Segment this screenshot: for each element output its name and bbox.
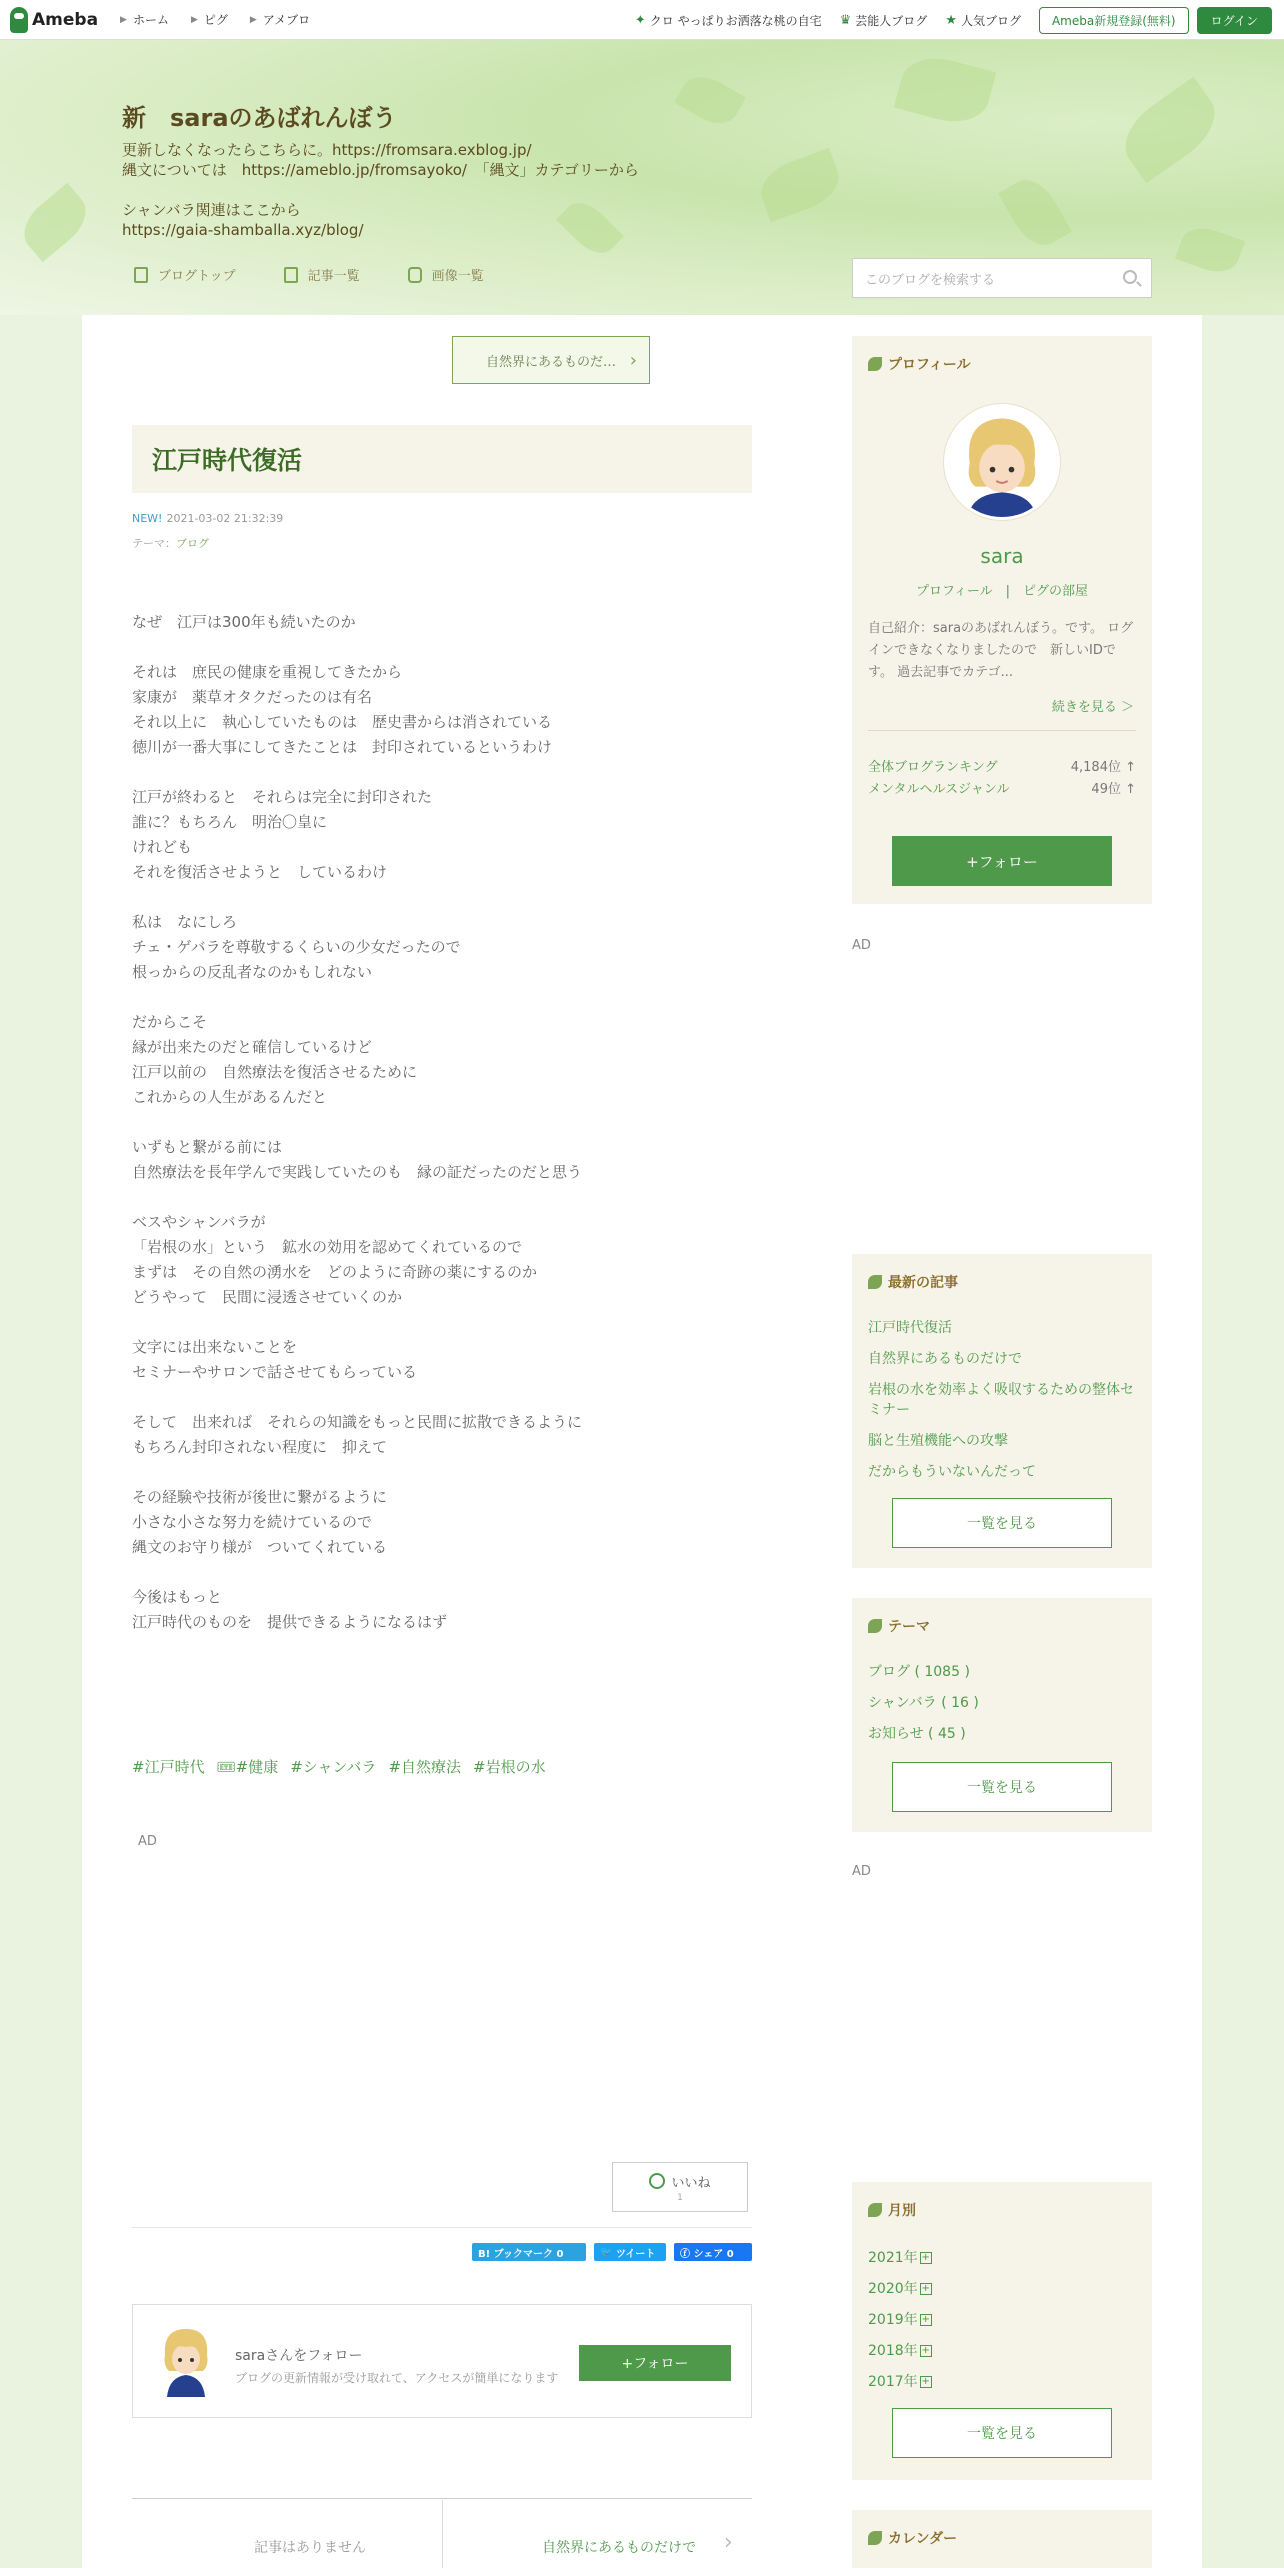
entry-date bbox=[132, 512, 283, 525]
calendar-heading bbox=[868, 2528, 957, 2548]
celebrity-blog-label: 芸能人ブログ bbox=[855, 13, 928, 28]
body-line: 私は なにしろ bbox=[132, 913, 238, 931]
rank-overall[interactable] bbox=[868, 756, 1136, 775]
body-line: 縄文のお守り様が ついてくれている bbox=[132, 1538, 388, 1556]
body-line: それを復活させようと しているわけ bbox=[132, 863, 388, 881]
divider bbox=[132, 2227, 752, 2228]
theme-link[interactable]: ブログ ( 1085 ) bbox=[868, 1664, 970, 1680]
nav-home-label: ホーム bbox=[132, 13, 169, 27]
body-line: そして 出来れば それらの知識をもっと民間に拡散できるように bbox=[132, 1413, 583, 1431]
article-list-label: 記事一覧 bbox=[307, 269, 360, 284]
monthly-all-button[interactable]: 一覧を見る bbox=[892, 2408, 1112, 2458]
tweet-button[interactable] bbox=[594, 2243, 666, 2261]
blog-nav bbox=[134, 265, 532, 284]
profile-name[interactable]: sara bbox=[980, 544, 1024, 568]
body-line: だからこそ bbox=[132, 1013, 208, 1031]
year-link[interactable] bbox=[868, 2279, 1138, 2299]
star-icon: ★ bbox=[945, 12, 957, 28]
profile-heading-label: プロフィール bbox=[888, 357, 971, 373]
monthly-heading-label: 月別 bbox=[888, 2203, 916, 2219]
twitter-icon: 🐦 bbox=[600, 2246, 613, 2258]
ad-label: AD bbox=[852, 938, 871, 953]
year-label: 2020年 bbox=[868, 2281, 918, 2297]
follow-box bbox=[132, 2304, 752, 2418]
calendar-heading-label: カレンダー bbox=[888, 2531, 958, 2547]
like-button[interactable] bbox=[612, 2162, 748, 2212]
like-count: 1 bbox=[677, 2192, 683, 2203]
year-label: 2021年 bbox=[868, 2250, 918, 2266]
ameba-logo-icon bbox=[10, 7, 28, 33]
header-promo-link[interactable] bbox=[635, 12, 822, 29]
chevron-right-icon: › bbox=[629, 349, 637, 371]
body-line bbox=[132, 885, 752, 910]
body-line: チェ・ゲバラを尊敬するくらいの少女だったので bbox=[132, 938, 461, 956]
leaf-icon bbox=[868, 2531, 882, 2545]
next-article-link[interactable]: 自然界にあるものだけで bbox=[542, 2540, 696, 2556]
follow-name: saraさんをフォロー bbox=[235, 2348, 363, 2364]
profile-intro: 自己紹介：saraのあばれんぼう。です。 ログインできなくなりましたので 新しいIDです。 過去記事でカテゴ... bbox=[868, 621, 1134, 680]
body-line bbox=[132, 635, 752, 660]
body-line: それは 庶民の健康を重視してきたから bbox=[132, 663, 403, 681]
profile-heading bbox=[868, 354, 971, 374]
body-line: 文字には出来ないことを bbox=[132, 1338, 298, 1356]
chevron-right-icon: ▶ bbox=[249, 14, 257, 25]
hashtag-link[interactable]: #シャンバラ bbox=[290, 1758, 377, 1776]
body-line bbox=[132, 1385, 752, 1410]
ad-label: AD bbox=[138, 1834, 157, 1849]
follow-description: ブログの更新情報が受け取れて、アクセスが簡単になります bbox=[235, 2371, 559, 2385]
search-icon[interactable] bbox=[1123, 270, 1137, 284]
nav-home[interactable] bbox=[120, 11, 169, 28]
article-list-link[interactable] bbox=[284, 265, 360, 284]
divider bbox=[442, 2500, 443, 2568]
themes-all-button[interactable]: 一覧を見る bbox=[892, 1762, 1112, 1812]
rank-value: 4,184位 ↑ bbox=[1070, 760, 1136, 775]
themes-heading-label: テーマ bbox=[888, 1619, 930, 1635]
entry-body bbox=[132, 610, 752, 1635]
body-line: ベスやシャンバラが bbox=[132, 1213, 266, 1231]
camera-icon bbox=[408, 267, 422, 283]
year-link[interactable] bbox=[868, 2310, 1138, 2330]
chevron-right-icon[interactable]: › bbox=[724, 2530, 733, 2555]
expand-icon[interactable]: + bbox=[921, 2314, 930, 2325]
body-line bbox=[132, 1310, 752, 1335]
entry-title[interactable]: 江戸時代復活 bbox=[152, 446, 303, 475]
body-line: 誰に？もちろん 明治〇皇に bbox=[132, 813, 328, 831]
celebrity-blog-link[interactable] bbox=[840, 12, 928, 29]
profile-links[interactable]: プロフィール | ピグの部屋 bbox=[915, 584, 1089, 599]
leaf-icon bbox=[868, 1275, 882, 1289]
body-line: もちろん封印されない程度に 抑えて bbox=[132, 1438, 388, 1456]
body-line: 自然療法を長年学んで実践していたのも 縁の証だったのだと思う bbox=[132, 1163, 583, 1181]
body-line: 江戸が終わると それらは完全に封印された bbox=[132, 788, 433, 806]
like-label: いいね bbox=[671, 2175, 711, 2191]
profile-avatar[interactable] bbox=[944, 404, 1060, 520]
image-list-label: 画像一覧 bbox=[431, 269, 484, 284]
body-line bbox=[132, 1110, 752, 1135]
year-label: 2018年 bbox=[868, 2343, 918, 2359]
register-button[interactable]: Ameba新規登録(無料) bbox=[1039, 7, 1189, 34]
brand-name: Ameba bbox=[32, 9, 99, 30]
recent-all-button[interactable]: 一覧を見る bbox=[892, 1498, 1112, 1548]
recent-heading bbox=[868, 1272, 958, 1292]
monthly-list bbox=[868, 2248, 1138, 2403]
rank-value: 49位 ↑ bbox=[1091, 782, 1136, 797]
body-line: 江戸以前の 自然療法を復活させるために bbox=[132, 1063, 418, 1081]
year-link[interactable] bbox=[868, 2372, 1138, 2392]
facebook-icon: ⓕ bbox=[680, 2248, 690, 2260]
body-line bbox=[132, 1560, 752, 1585]
monthly-heading bbox=[868, 2200, 916, 2220]
copy-icon bbox=[284, 267, 298, 283]
body-line: 小さな小さな努力を続けているので bbox=[132, 1513, 373, 1531]
blog-search-input[interactable] bbox=[852, 258, 1152, 298]
prev-article-none: 記事はありません bbox=[254, 2540, 366, 2556]
global-header bbox=[0, 0, 1284, 40]
body-line: 徳川が一番大事にしてきたことは 封印されているというわけ bbox=[132, 738, 553, 756]
nav-pigg-label: ピグ bbox=[203, 13, 228, 27]
body-line bbox=[132, 760, 752, 785]
body-line: なぜ 江戸は300年も続いたのか bbox=[132, 613, 356, 631]
recent-article-link[interactable]: 岩根の水を効率よく吸収するための整体セミナー bbox=[868, 1382, 1134, 1418]
rank-genre[interactable] bbox=[868, 778, 1136, 797]
entry-theme bbox=[132, 535, 209, 551]
expand-icon[interactable]: + bbox=[921, 2345, 930, 2356]
popular-blog-link[interactable] bbox=[945, 12, 1021, 29]
body-line: 「岩根の水」という 鉱水の効用を認めてくれているので bbox=[132, 1238, 523, 1256]
body-line: 江戸時代のものを 提供できるようになるはず bbox=[132, 1613, 448, 1631]
hashtag-link[interactable]: 🎟#健康 bbox=[216, 1758, 279, 1776]
smile-icon bbox=[649, 2173, 665, 2189]
nav-pigg[interactable] bbox=[191, 11, 228, 28]
entry-title-box bbox=[132, 425, 752, 493]
themes-list bbox=[868, 1662, 1138, 1755]
document-icon bbox=[134, 267, 148, 283]
blog-title[interactable]: 新 saraのあばれんぼう bbox=[122, 104, 397, 132]
year-link[interactable] bbox=[868, 2341, 1138, 2361]
expand-icon[interactable]: + bbox=[921, 2376, 930, 2387]
recent-articles-widget bbox=[852, 1254, 1152, 1568]
divider bbox=[868, 730, 1136, 731]
blog-top-label: ブログトップ bbox=[158, 269, 236, 284]
calendar-widget bbox=[852, 2510, 1152, 2568]
body-line: これからの人生があるんだと bbox=[132, 1088, 328, 1106]
leaf-icon bbox=[868, 1619, 882, 1633]
body-line: 家康が 薬草オタクだったのは有名 bbox=[132, 688, 373, 706]
sparkle-icon: ✦ bbox=[634, 12, 646, 28]
hashtag-list bbox=[132, 1756, 558, 1777]
recent-article-link[interactable]: 自然界にあるものだけで bbox=[868, 1351, 1022, 1367]
divider bbox=[132, 2498, 752, 2499]
prev-article-title: 自然界にあるものだ… bbox=[485, 354, 616, 370]
new-badge: NEW! bbox=[132, 512, 163, 525]
year-label: 2017年 bbox=[868, 2374, 918, 2390]
blog-description: 更新しなくなったらこちらに。https://fromsara.exblog.jp/ 縄文については https://ameblo.jp/fromsayoko/ 「縄文」カテゴリーから シャンバラ関連はここから https://gaia-shamballa.xyz/blog/ bbox=[122, 141, 639, 239]
hashtag-link[interactable]: #江戸時代 bbox=[132, 1758, 205, 1776]
themes-widget bbox=[852, 1598, 1152, 1832]
themes-heading bbox=[868, 1616, 930, 1636]
prev-article-link-top[interactable] bbox=[452, 336, 650, 384]
body-line: 縁が出来たのだと確信しているけど bbox=[132, 1038, 373, 1056]
body-line: まずは その自然の湧水を どのように奇跡の薬にするのか bbox=[132, 1263, 538, 1281]
expand-icon[interactable]: + bbox=[921, 2252, 930, 2263]
monthly-archive-widget bbox=[852, 2182, 1152, 2480]
popular-blog-label: 人気ブログ bbox=[960, 13, 1021, 28]
recent-article-link[interactable]: 江戸時代復活 bbox=[868, 1320, 952, 1336]
body-line: 根っからの反乱者なのかもしれない bbox=[132, 963, 373, 981]
body-line: その経験や技術が後世に繋がるように bbox=[132, 1488, 388, 1506]
profile-more-link[interactable]: 続きを見る ＞ bbox=[1051, 700, 1134, 715]
chevron-right-icon: ▶ bbox=[120, 14, 127, 25]
hashtag-link[interactable]: #自然療法 bbox=[388, 1758, 462, 1776]
tweet-label: ツイート bbox=[615, 2248, 656, 2260]
sidebar-follow-button[interactable]: +フォロー bbox=[892, 836, 1112, 886]
nav-ameblo-label: アメブロ bbox=[262, 13, 311, 27]
body-line: 今後はもっと bbox=[132, 1588, 223, 1606]
image-list-link[interactable] bbox=[408, 265, 484, 284]
follow-button[interactable]: +フォロー bbox=[579, 2345, 731, 2381]
recent-heading-label: 最新の記事 bbox=[888, 1275, 958, 1291]
ad-label: AD bbox=[852, 1864, 871, 1879]
rank-label: 全体ブログランキング bbox=[868, 760, 998, 775]
hatena-bookmark-button[interactable]: B! ブックマーク 0 bbox=[472, 2243, 586, 2261]
body-line bbox=[132, 1185, 752, 1210]
hashtag-link[interactable]: #岩根の水 bbox=[473, 1758, 546, 1776]
leaf-icon bbox=[868, 2203, 882, 2217]
chevron-right-icon: ▶ bbox=[190, 14, 198, 25]
facebook-share-button[interactable] bbox=[674, 2243, 752, 2261]
body-line: どうやって 民間に浸透させていくのか bbox=[132, 1288, 403, 1306]
rank-label: メンタルヘルスジャンル bbox=[868, 782, 1010, 797]
recent-article-link[interactable]: だからもういないんだって bbox=[868, 1464, 1036, 1480]
theme-link[interactable]: お知らせ ( 45 ) bbox=[868, 1726, 966, 1742]
promo-label: クロ やっぱりお洒落な桃の自宅 bbox=[649, 13, 822, 28]
recent-article-link[interactable]: 脳と生殖機能への攻撃 bbox=[868, 1433, 1008, 1449]
login-button[interactable]: ログイン bbox=[1197, 7, 1272, 34]
crown-icon: ♛ bbox=[839, 12, 852, 28]
search-placeholder: このブログを検索する bbox=[865, 272, 996, 288]
avatar-image bbox=[947, 407, 1057, 517]
year-link[interactable] bbox=[868, 2248, 1138, 2268]
recent-articles-list bbox=[868, 1318, 1138, 1493]
body-line: それ以上に 執心していたものは 歴史書からは消されている bbox=[132, 713, 553, 731]
entry-datetime: 2021-03-02 21:32:39 bbox=[166, 512, 284, 525]
year-label: 2019年 bbox=[868, 2312, 918, 2328]
body-line bbox=[132, 985, 752, 1010]
profile-widget bbox=[852, 336, 1152, 904]
blog-top-link[interactable] bbox=[134, 265, 236, 284]
nav-ameblo[interactable] bbox=[250, 11, 310, 28]
body-line bbox=[132, 1460, 752, 1485]
body-line: セミナーやサロンで話させてもらっている bbox=[132, 1363, 418, 1381]
body-line: いずもと繋がる前には bbox=[132, 1138, 283, 1156]
theme-label: テーマ： bbox=[132, 537, 176, 550]
expand-icon[interactable]: + bbox=[921, 2283, 930, 2294]
fb-share-label: シェア 0 bbox=[693, 2248, 734, 2260]
theme-link[interactable]: ブログ bbox=[176, 537, 209, 550]
body-line: けれども bbox=[132, 838, 193, 856]
leaf-icon bbox=[868, 357, 882, 371]
theme-link[interactable]: シャンバラ ( 16 ) bbox=[868, 1695, 979, 1711]
avatar bbox=[155, 2325, 217, 2397]
ameba-logo[interactable] bbox=[10, 7, 98, 33]
